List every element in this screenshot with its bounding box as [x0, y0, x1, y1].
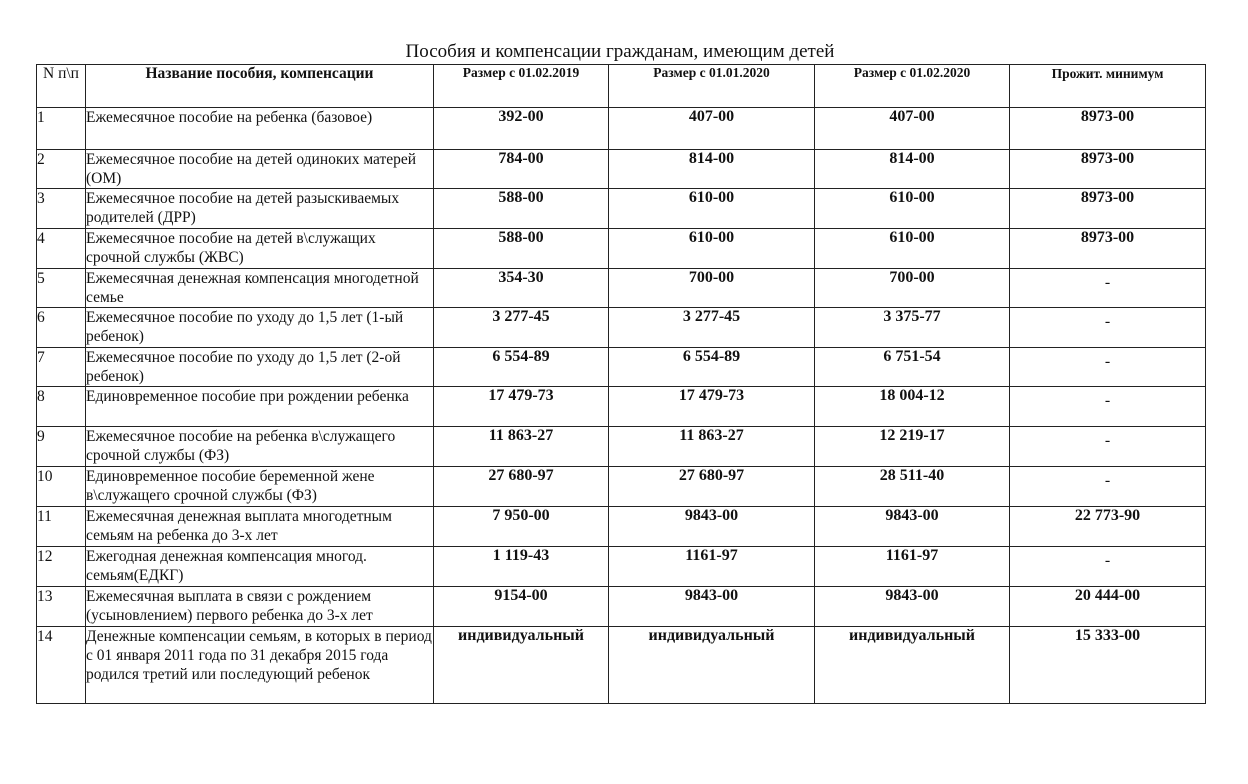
size-2020-jan: 27 680-97 [609, 467, 815, 507]
subsistence-minimum: 8973-00 [1010, 229, 1206, 269]
size-2020-jan: 700-00 [609, 269, 815, 308]
size-2020-jan: 407-00 [609, 108, 815, 150]
size-2020-jan: 1161-97 [609, 547, 815, 587]
header-subsistence-minimum: Прожит. минимум [1010, 65, 1206, 108]
benefit-name: Ежемесячная денежная компенсация многодетной семье [86, 269, 434, 308]
table-row [37, 348, 1206, 387]
benefit-name: Денежные компенсации семьям, в которых в период с 01 января 2011 года по 31 декабря 2015 года родился третий или последующий ребенок [86, 627, 434, 704]
size-2019: 588-00 [434, 189, 609, 229]
table-row [37, 308, 1206, 348]
benefit-name: Ежемесячная выплата в связи с рождением (усыновлением) первого ребенка до 3-х лет [86, 587, 434, 627]
size-2020-feb: 6 751-54 [815, 348, 1010, 387]
table-row [37, 189, 1206, 229]
size-2020-feb: 9843-00 [815, 507, 1010, 547]
size-2019: 1 119-43 [434, 547, 609, 587]
subsistence-minimum: 20 444-00 [1010, 587, 1206, 627]
size-2019: 354-30 [434, 269, 609, 308]
subsistence-minimum: - [1010, 387, 1206, 427]
size-2020-jan: 610-00 [609, 189, 815, 229]
header-name: Название пособия, компенсации [86, 65, 434, 108]
header-size-2020-jan: Размер с 01.01.2020 [609, 65, 815, 108]
size-2020-feb: 3 375-77 [815, 308, 1010, 348]
subsistence-minimum: - [1010, 547, 1206, 587]
table-row [37, 507, 1206, 547]
size-2019: индивидуальный [434, 627, 609, 704]
subsistence-minimum: 15 333-00 [1010, 627, 1206, 704]
subsistence-minimum: 8973-00 [1010, 150, 1206, 189]
size-2020-jan: индивидуальный [609, 627, 815, 704]
table-row [37, 467, 1206, 507]
row-number: 7 [37, 348, 86, 387]
benefit-name: Ежемесячное пособие на ребенка в\служащего срочной службы (ФЗ) [86, 427, 434, 467]
row-number: 12 [37, 547, 86, 587]
subsistence-minimum: - [1010, 308, 1206, 348]
benefit-name: Ежемесячное пособие по уходу до 1,5 лет (2-ой ребенок) [86, 348, 434, 387]
size-2019: 784-00 [434, 150, 609, 189]
size-2019: 3 277-45 [434, 308, 609, 348]
row-number: 11 [37, 507, 86, 547]
row-number: 3 [37, 189, 86, 229]
size-2020-feb: 28 511-40 [815, 467, 1010, 507]
size-2020-feb: 1161-97 [815, 547, 1010, 587]
row-number: 1 [37, 108, 86, 150]
row-number: 13 [37, 587, 86, 627]
size-2020-jan: 11 863-27 [609, 427, 815, 467]
header-size-2020-feb: Размер с 01.02.2020 [815, 65, 1010, 108]
size-2019: 588-00 [434, 229, 609, 269]
size-2020-feb: 12 219-17 [815, 427, 1010, 467]
table-row [37, 269, 1206, 308]
header-number: N п\п [37, 65, 86, 108]
row-number: 6 [37, 308, 86, 348]
benefit-name: Ежемесячная денежная выплата многодетным семьям на ребенка до 3-х лет [86, 507, 434, 547]
row-number: 2 [37, 150, 86, 189]
size-2020-feb: 610-00 [815, 229, 1010, 269]
row-number: 4 [37, 229, 86, 269]
size-2019: 11 863-27 [434, 427, 609, 467]
size-2020-feb: 18 004-12 [815, 387, 1010, 427]
size-2020-feb: 407-00 [815, 108, 1010, 150]
table-row [37, 150, 1206, 189]
size-2020-jan: 610-00 [609, 229, 815, 269]
size-2019: 6 554-89 [434, 348, 609, 387]
size-2019: 392-00 [434, 108, 609, 150]
size-2020-feb: 9843-00 [815, 587, 1010, 627]
benefit-name: Ежемесячное пособие на детей разыскиваемых родителей (ДРР) [86, 189, 434, 229]
subsistence-minimum: - [1010, 269, 1206, 308]
benefits-table [36, 64, 1206, 704]
size-2020-jan: 9843-00 [609, 507, 815, 547]
size-2020-feb: 610-00 [815, 189, 1010, 229]
table-row [37, 387, 1206, 427]
benefit-name: Единовременное пособие при рождении ребенка [86, 387, 434, 427]
row-number: 5 [37, 269, 86, 308]
document-title: Пособия и компенсации гражданам, имеющим детей [405, 41, 835, 62]
table-row [37, 627, 1206, 704]
benefit-name: Ежемесячное пособие на детей в\служащих срочной службы (ЖВС) [86, 229, 434, 269]
subsistence-minimum: - [1010, 467, 1206, 507]
row-number: 14 [37, 627, 86, 704]
subsistence-minimum: 22 773-90 [1010, 507, 1206, 547]
benefit-name: Ежемесячное пособие по уходу до 1,5 лет (1-ый ребенок) [86, 308, 434, 348]
size-2020-feb: индивидуальный [815, 627, 1010, 704]
benefit-name: Ежемесячное пособие на детей одиноких матерей (ОМ) [86, 150, 434, 189]
benefit-name: Единовременное пособие беременной жене в\служащего срочной службы (ФЗ) [86, 467, 434, 507]
row-number: 10 [37, 467, 86, 507]
size-2020-feb: 700-00 [815, 269, 1010, 308]
size-2020-jan: 9843-00 [609, 587, 815, 627]
header-size-2019: Размер с 01.02.2019 [434, 65, 609, 108]
row-number: 8 [37, 387, 86, 427]
table-row [37, 108, 1206, 150]
subsistence-minimum: - [1010, 348, 1206, 387]
benefit-name: Ежегодная денежная компенсация многод. семьям(ЕДКГ) [86, 547, 434, 587]
size-2020-feb: 814-00 [815, 150, 1010, 189]
size-2019: 9154-00 [434, 587, 609, 627]
size-2020-jan: 3 277-45 [609, 308, 815, 348]
size-2019: 27 680-97 [434, 467, 609, 507]
size-2019: 7 950-00 [434, 507, 609, 547]
subsistence-minimum: - [1010, 427, 1206, 467]
subsistence-minimum: 8973-00 [1010, 189, 1206, 229]
subsistence-minimum: 8973-00 [1010, 108, 1206, 150]
row-number: 9 [37, 427, 86, 467]
size-2020-jan: 814-00 [609, 150, 815, 189]
benefit-name: Ежемесячное пособие на ребенка (базовое) [86, 108, 434, 150]
table-row [37, 427, 1206, 467]
size-2020-jan: 17 479-73 [609, 387, 815, 427]
size-2019: 17 479-73 [434, 387, 609, 427]
table-row [37, 547, 1206, 587]
table-row [37, 587, 1206, 627]
size-2020-jan: 6 554-89 [609, 348, 815, 387]
table-header-row [37, 65, 1206, 108]
table-row [37, 229, 1206, 269]
